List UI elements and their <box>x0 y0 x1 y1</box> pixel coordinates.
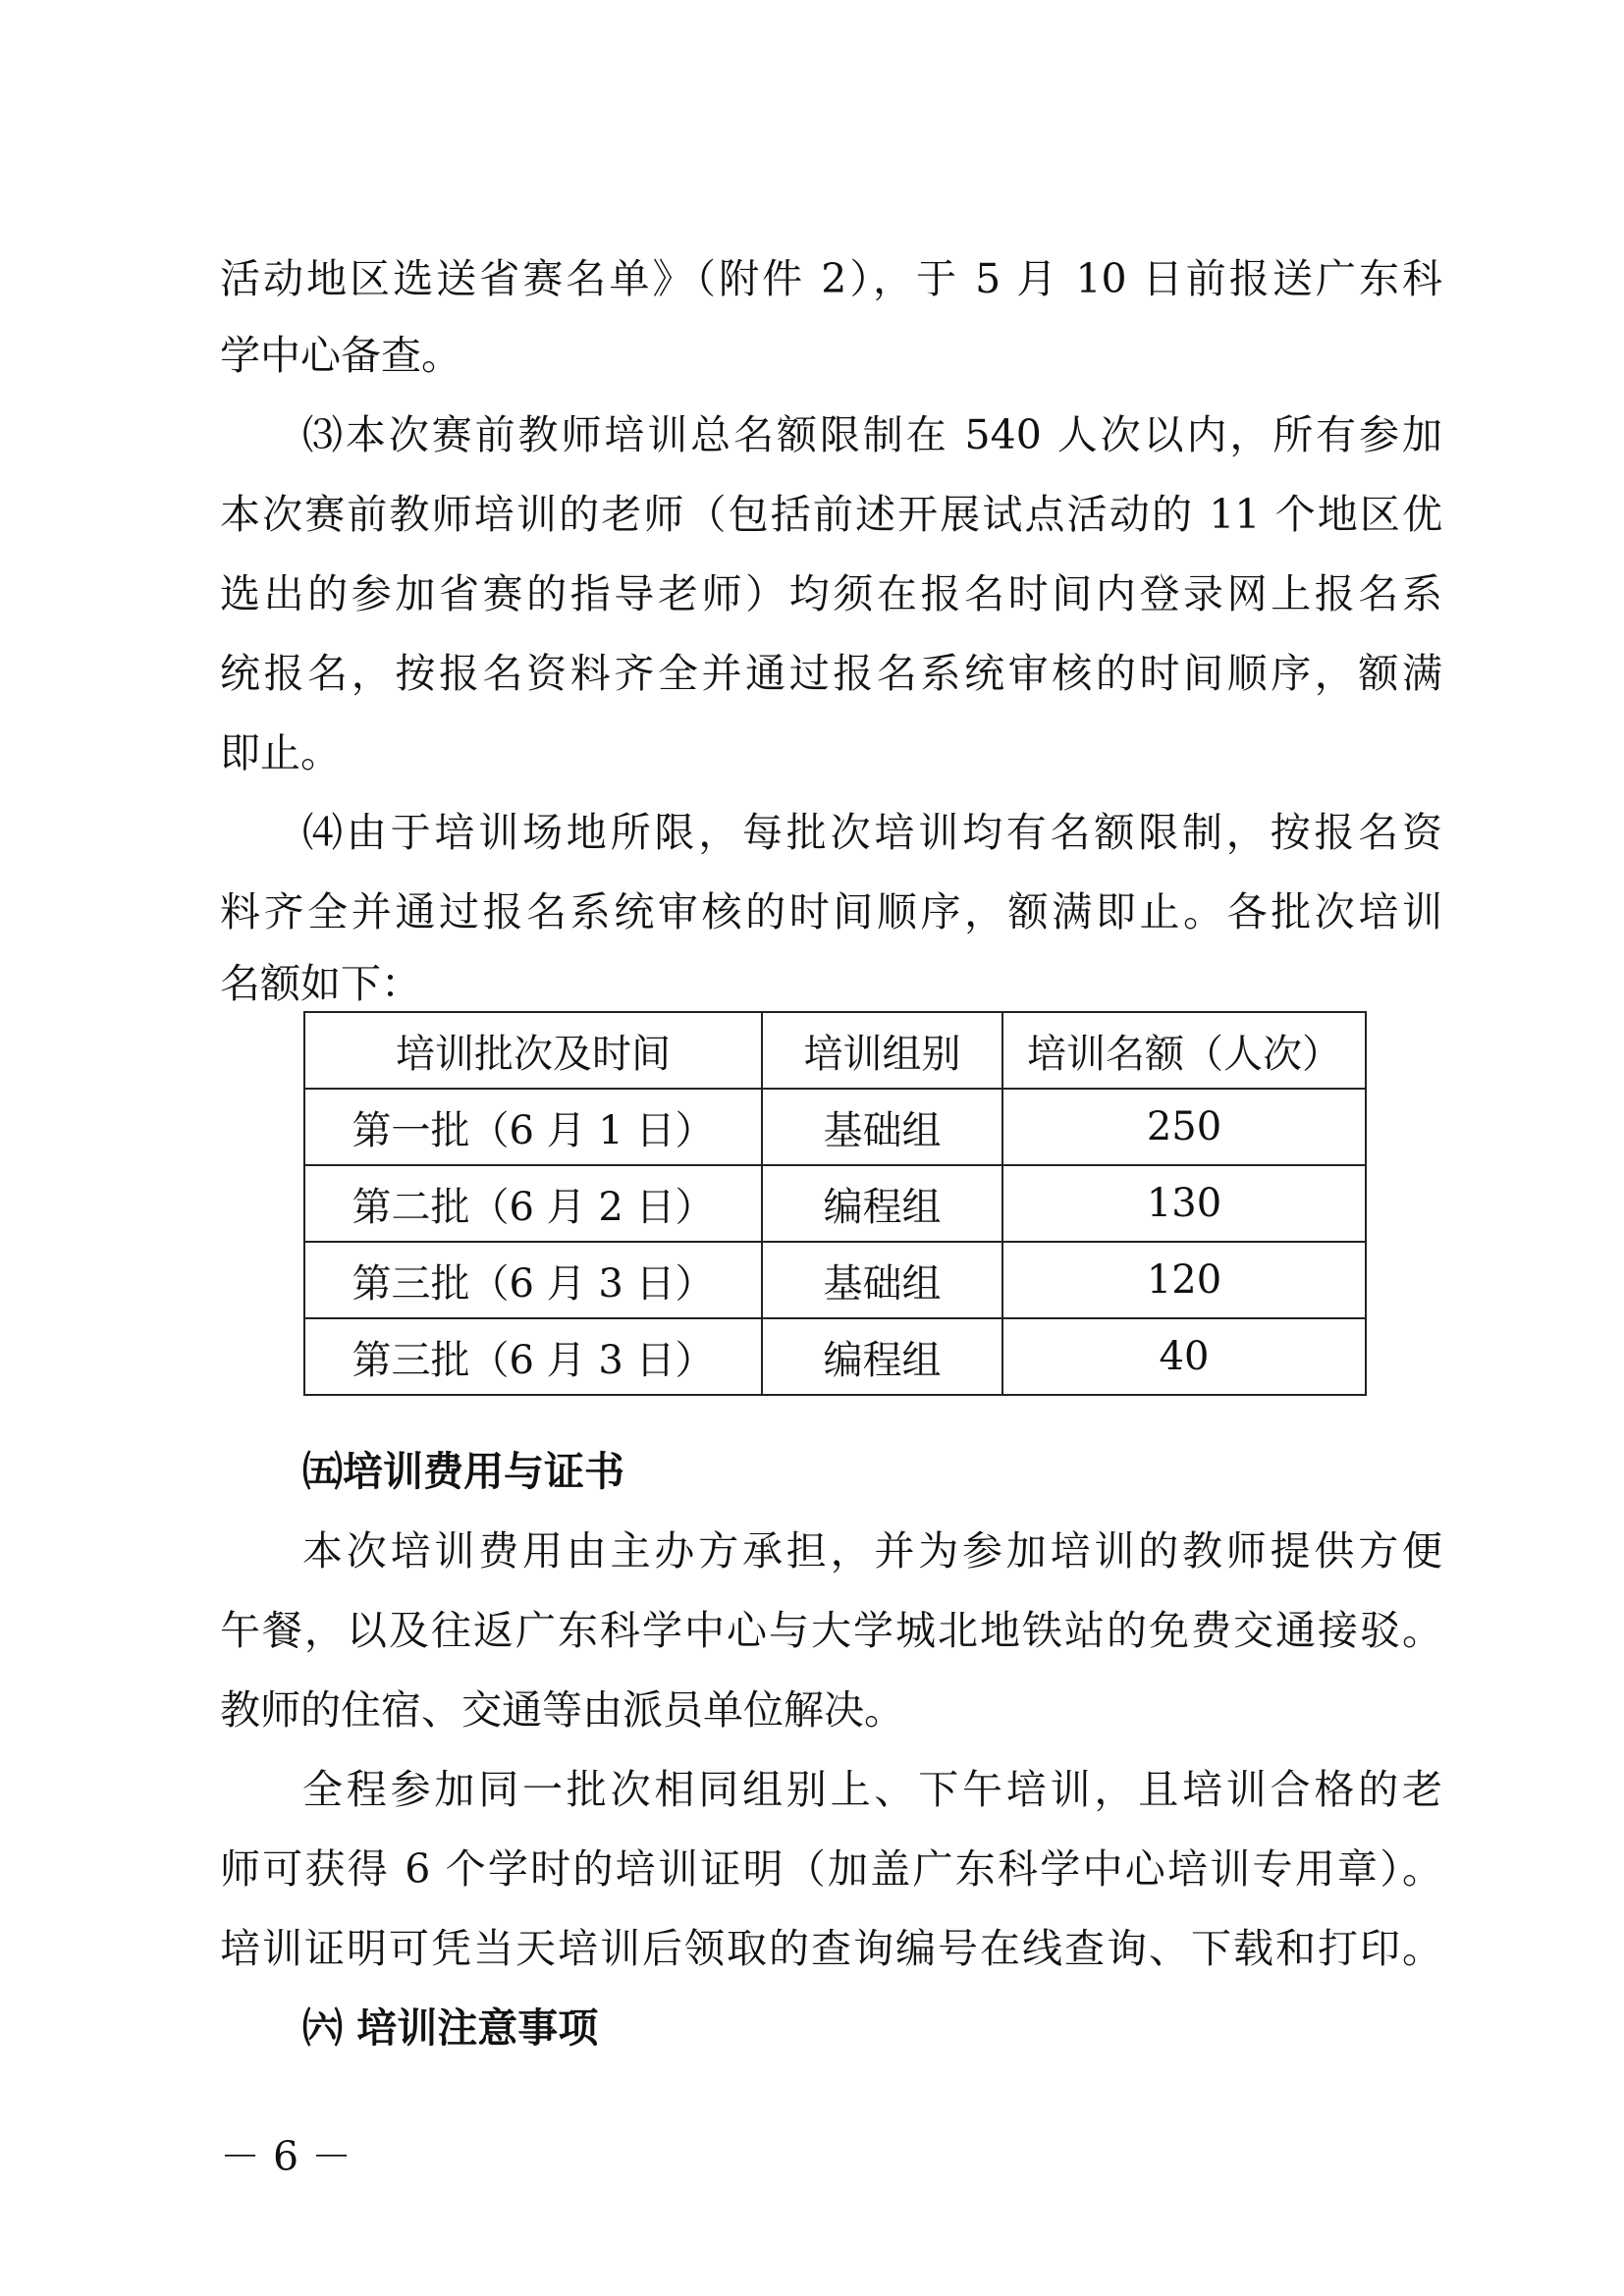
paragraph-line: 培训证明可凭当天培训后领取的查询编号在线查询、下载和打印。 <box>220 1925 1442 1972</box>
table-cell: 第一批（6 月 1 日） <box>304 1089 762 1165</box>
table-cell: 第二批（6 月 2 日） <box>304 1165 762 1242</box>
table-row <box>304 1242 1366 1318</box>
paragraph-line: 本次赛前教师培训的老师（包括前述开展试点活动的 11 个地区优 <box>220 491 1442 538</box>
paragraph-line: 学中心备查。 <box>220 332 461 379</box>
table-cell: 第三批（6 月 3 日） <box>304 1242 762 1318</box>
page-number: － 6 － <box>220 2133 352 2180</box>
table-header-cell: 培训批次及时间 <box>304 1012 762 1089</box>
table-cell: 250 <box>1002 1089 1366 1165</box>
table-header-cell: 培训名额（人次） <box>1002 1012 1366 1089</box>
paragraph-line: 即止。 <box>220 729 341 776</box>
table-cell: 40 <box>1002 1318 1366 1395</box>
table-cell: 130 <box>1002 1165 1366 1242</box>
table-cell: 120 <box>1002 1242 1366 1318</box>
table-cell: 基础组 <box>762 1089 1002 1165</box>
paragraph-line: 选出的参加省赛的指导老师）均须在报名时间内登录网上报名系 <box>220 570 1442 617</box>
table-cell: 第三批（6 月 3 日） <box>304 1318 762 1395</box>
paragraph-line: 统报名，按报名资料齐全并通过报名系统审核的时间顺序，额满 <box>220 650 1442 697</box>
paragraph-line: 午餐，以及往返广东科学中心与大学城北地铁站的免费交通接驳。 <box>220 1607 1442 1654</box>
table-header-row <box>304 1012 1366 1089</box>
table-row <box>304 1318 1366 1395</box>
paragraph-line: 本次培训费用由主办方承担，并为参加培训的教师提供方便 <box>302 1527 1442 1575</box>
paragraph-line: ⑷由于培训场地所限，每批次培训均有名额限制，按报名资 <box>302 809 1442 856</box>
paragraph-line: 名额如下： <box>220 960 421 1007</box>
table-cell: 编程组 <box>762 1318 1002 1395</box>
table-cell: 基础组 <box>762 1242 1002 1318</box>
section-heading: ㈤培训费用与证书 <box>302 1448 624 1495</box>
table-header-cell: 培训组别 <box>762 1012 1002 1089</box>
paragraph-line: 料齐全并通过报名系统审核的时间顺序，额满即止。各批次培训 <box>220 888 1442 935</box>
table-cell: 编程组 <box>762 1165 1002 1242</box>
paragraph-line: 教师的住宿、交通等由派员单位解决。 <box>220 1686 904 1734</box>
paragraph-line: 全程参加同一批次相同组别上、下午培训，且培训合格的老 <box>302 1766 1442 1813</box>
training-quota-table <box>303 1011 1367 1396</box>
section-heading: ㈥ 培训注意事项 <box>302 2004 599 2052</box>
table-row <box>304 1165 1366 1242</box>
paragraph-line: ⑶本次赛前教师培训总名额限制在 540 人次以内，所有参加 <box>302 411 1442 458</box>
table-row <box>304 1089 1366 1165</box>
paragraph-line: 活动地区选送省赛名单》（附件 2），于 5 月 10 日前报送广东科 <box>220 255 1442 302</box>
paragraph-line: 师可获得 6 个学时的培训证明（加盖广东科学中心培训专用章）。 <box>220 1845 1442 1893</box>
